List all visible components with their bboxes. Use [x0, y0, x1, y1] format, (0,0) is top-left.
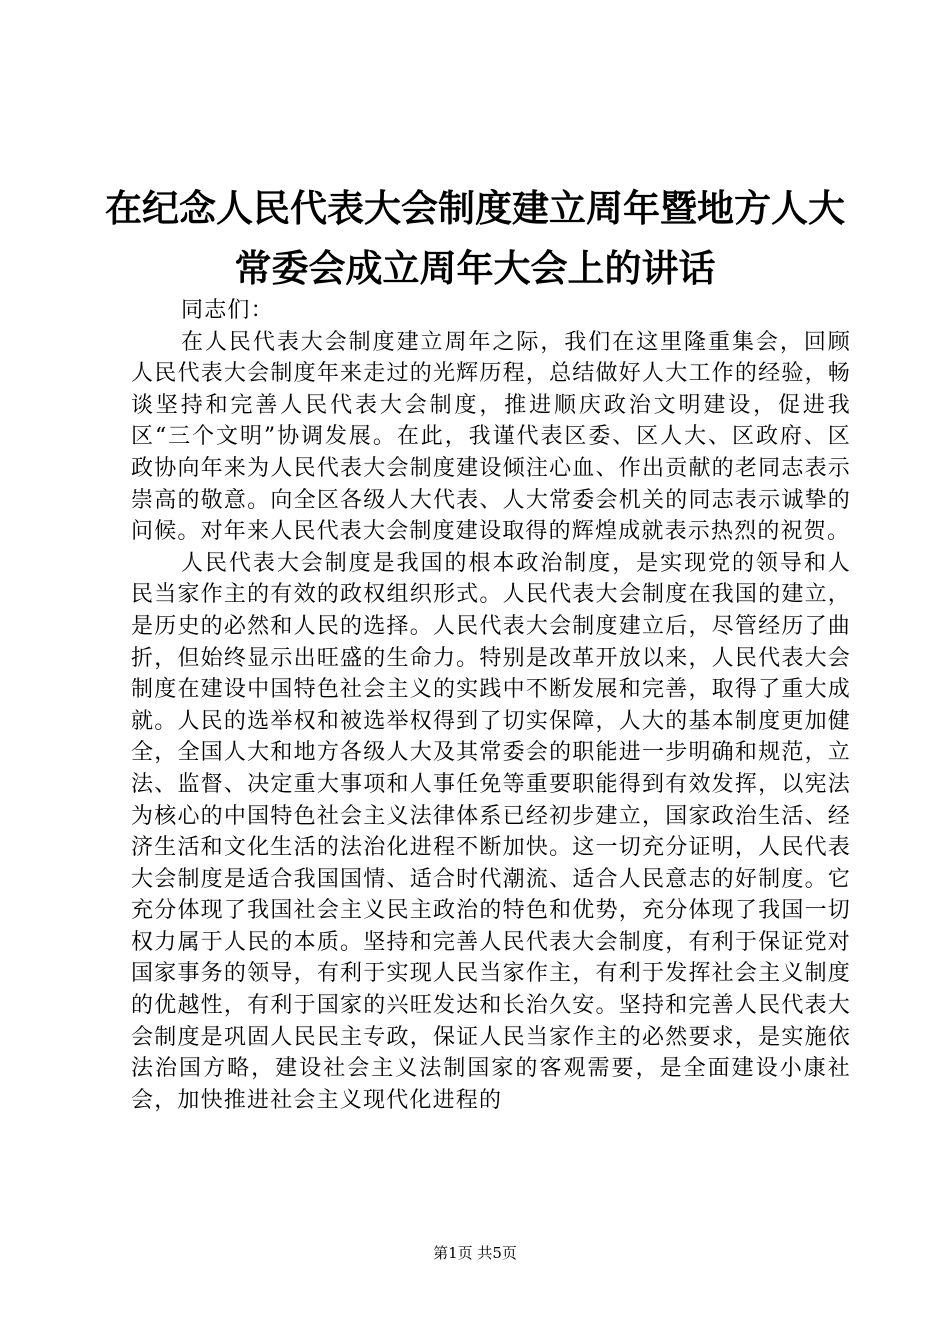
document-body [131, 295, 851, 1116]
page-title-line-2: 常委会成立周年大会上的讲话 [234, 246, 716, 290]
paragraph-2: 人民代表大会制度是我国的根本政治制度，是实现党的领导和人民当家作主的有效的政权组织形式。人民代表大会制度在我国的建立，是历史的必然和人民的选择。人民代表大会制度建立后，尽管经历了曲折，但始终显示出旺盛的生命力。特别是改革开放以来，人民代表大会制度在建设中国特色社会主义的实践中不断发展和完善，取得了重大成就。人民的选举权和被选举权得到了切实保障，人大的基本制度更加健全，全国人大和地方各级人大及其常委会的职能进一步明确和规范，立法、监督、决定重大事项和人事任免等重要职能得到有效发挥，以宪法为核心的中国特色社会主义法律体系已经初步建立，国家政治生活、经济生活和文化生活的法治化进程不断加快。这一切充分证明，人民代表大会制度是适合我国国情、适合时代潮流、适合人民意志的好制度。它充分体现了我国社会主义民主政治的特色和优势，充分体现了我国一切权力属于人民的本质。坚持和完善人民代表大会制度，有利于保证党对国家事务的领导，有利于实现人民当家作主，有利于发挥社会主义制度的优越性，有利于国家的兴旺发达和长治久安。坚持和完善人民代表大会制度是巩固人民民主专政，保证人民当家作主的必然要求，是实施依法治国方略，建设社会主义法制国家的客观需要，是全面建设小康社会，加快推进社会主义现代化进程的 [131, 550, 851, 1113]
salutation: 同志们： [181, 298, 274, 323]
page-footer: 第1页 共5页 [433, 1244, 517, 1262]
paragraph-1: 在人民代表大会制度建立周年之际，我们在这里隆重集会，回顾人民代表大会制度年来走过的光辉历程，总结做好人大工作的经验，畅谈坚持和完善人民代表大会制度，推进顺庆政治文明建设，促进我区“三个文明”协调发展。在此，我谨代表区委、区人大、区政府、区政协向年来为人民代表大会制度建设倾注心血、作出贡献的老同志表示崇高的敬意。向全区各级人大代表、人大常委会机关的同志表示诚挚的问候。对年来人民代表大会制度建设取得的辉煌成就表示热烈的祝贺。 [131, 329, 851, 545]
page-title-line-1: 在纪念人民代表大会制度建立周年暨地方人大 [105, 186, 845, 230]
